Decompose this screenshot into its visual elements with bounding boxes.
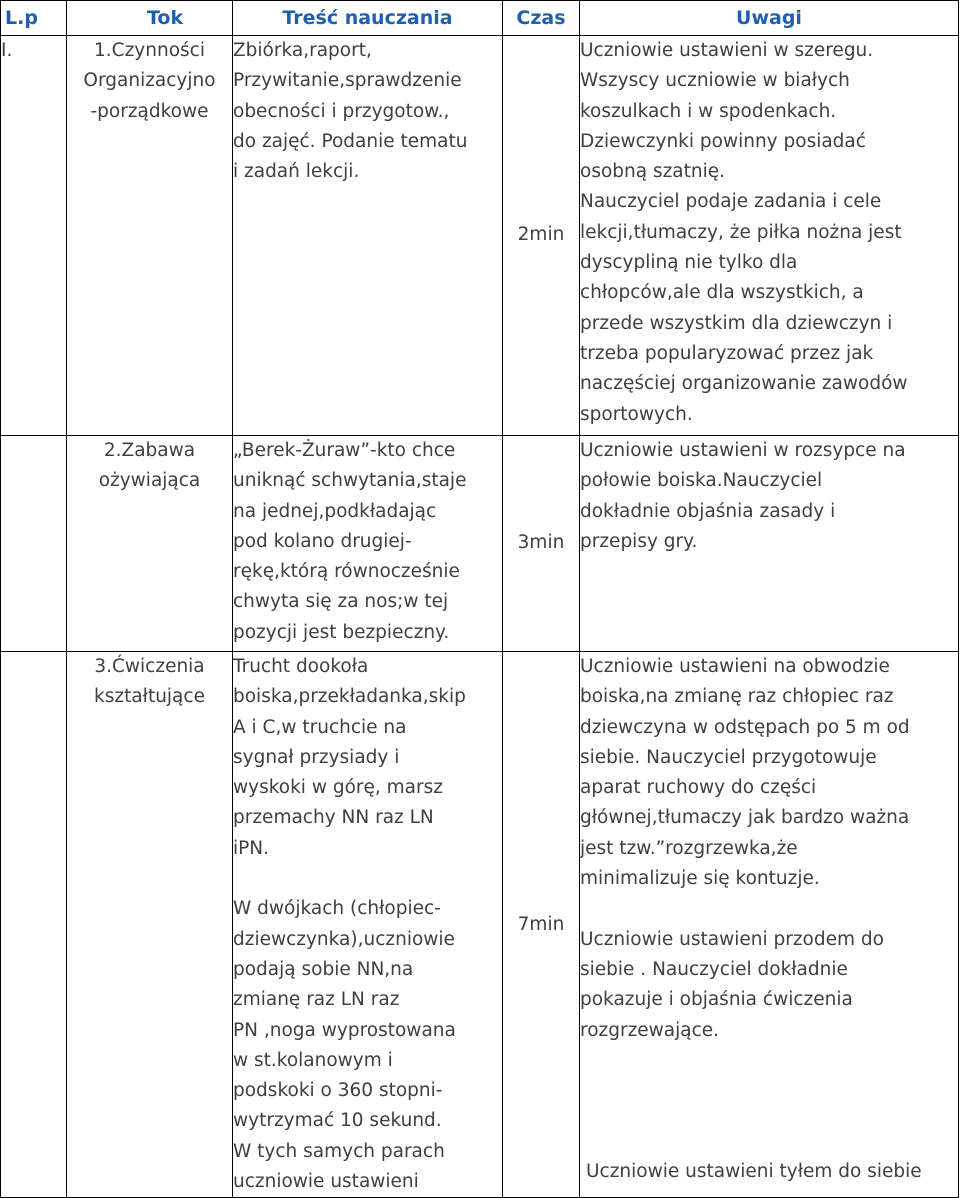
- cell-tok: [67, 652, 233, 1198]
- table-row: [1, 652, 959, 1198]
- cell-czas: [503, 436, 580, 652]
- row3-czas: 7min: [517, 913, 565, 935]
- row3-uwagi-przodem: Uczniowie ustawieni przodem do siebie . Nauczyciel dokładnie pokazuje i objaśnia ćwiczenia rozgrzewające.: [580, 928, 884, 1041]
- row3-tok: 3.Ćwiczenia kształtujące: [94, 656, 205, 708]
- spacer: [580, 894, 958, 924]
- cell-uwagi: [580, 436, 959, 652]
- cell-lp: [1, 652, 67, 1198]
- cell-tok: [67, 36, 233, 436]
- row1-czas: 2min: [517, 224, 565, 246]
- row2-uwagi: Uczniowie ustawieni w rozsypce na połowie boiska.Nauczyciel dokładnie objaśnia zasady i przepisy gry.: [580, 440, 906, 552]
- row3-uwagi-tylem: Uczniowie ustawieni tyłem do siebie: [586, 1161, 922, 1183]
- row2-tok: 2.Zabawa ożywiająca: [98, 440, 201, 492]
- cell-uwagi: [580, 36, 959, 436]
- row3-tresc-trucht: Trucht dookoła boiska,przekładanka,skip A i C,w truchcie na sygnał przysiady i wyskoki w górę, marsz przemachy NN raz LN iPN.: [233, 656, 466, 859]
- row2-tresc: „Berek-Żuraw”-kto chce uniknąć schwytania,staje na jednej,podkładając pod kolano drugiej- rękę,którą równocześnie chwyta się za nos;w tej pozycji jest bezpieczny.: [233, 440, 467, 643]
- row3-tresc-dwojki: W dwójkach (chłopiec- dziewczynka),uczniowie podają sobie NN,na zmianę raz LN raz PN ,noga wyprostowana w st.kolanowym i podskoki o 360 stopni- wytrzymać 10 sekund. W tych samych parach uczniowie ustawieni: [233, 898, 456, 1193]
- header-tresc: Treść nauczania: [233, 1, 503, 36]
- cell-tresc: [233, 436, 503, 652]
- cell-tok: [67, 436, 233, 652]
- header-row: [1, 1, 959, 36]
- header-tok: Tok: [67, 1, 233, 36]
- header-czas: Czas: [503, 1, 580, 36]
- cell-tresc: [233, 36, 503, 436]
- header-uwagi: Uwagi: [580, 1, 959, 36]
- header-lp: L.p: [1, 1, 67, 36]
- cell-czas: [503, 36, 580, 436]
- row1-tresc: Zbiórka,raport, Przywitanie,sprawdzenie obecności i przygotow., do zajęć. Podanie tematu i zadań lekcji.: [233, 40, 468, 183]
- cell-lp: [1, 36, 67, 436]
- row1-tok: 1.Czynności Organizacyjno -porządkowe: [83, 40, 216, 122]
- row3-uwagi-obwod: Uczniowie ustawieni na obwodzie boiska,na zmianę raz chłopiec raz dziewczyna w odstępach po 5 m od siebie. Nauczyciel przygotowuje aparat ruchowy do części głównej,tłumaczy jak bardzo ważna jest tzw.”rozgrzewka,że minimalizuje się kontuzje.: [580, 656, 910, 890]
- table-row: [1, 36, 959, 436]
- cell-tresc: [233, 652, 503, 1198]
- cell-czas: [503, 652, 580, 1198]
- cell-lp: [1, 436, 67, 652]
- cell-uwagi: [580, 652, 959, 1198]
- row2-czas: 3min: [517, 532, 565, 554]
- table-row: [1, 436, 959, 652]
- row1-lp: I.: [1, 40, 13, 61]
- spacer: [233, 864, 502, 894]
- row1-uwagi: Uczniowie ustawieni w szeregu. Wszyscy uczniowie w białych koszulkach i w spodenkach. Dziewczynki powinny posiadać osobną szatnię. Nauczyciel podaje zadania i cele lekcji,tłumaczy, że piłka nożna jest dyscypliną nie tylko dla chłopców,ale dla wszystkich, a przede wszystkim dla dziewczyn i trzeba popularyzować przez jak naczęściej organizowanie zawodów sportowych.: [580, 40, 908, 425]
